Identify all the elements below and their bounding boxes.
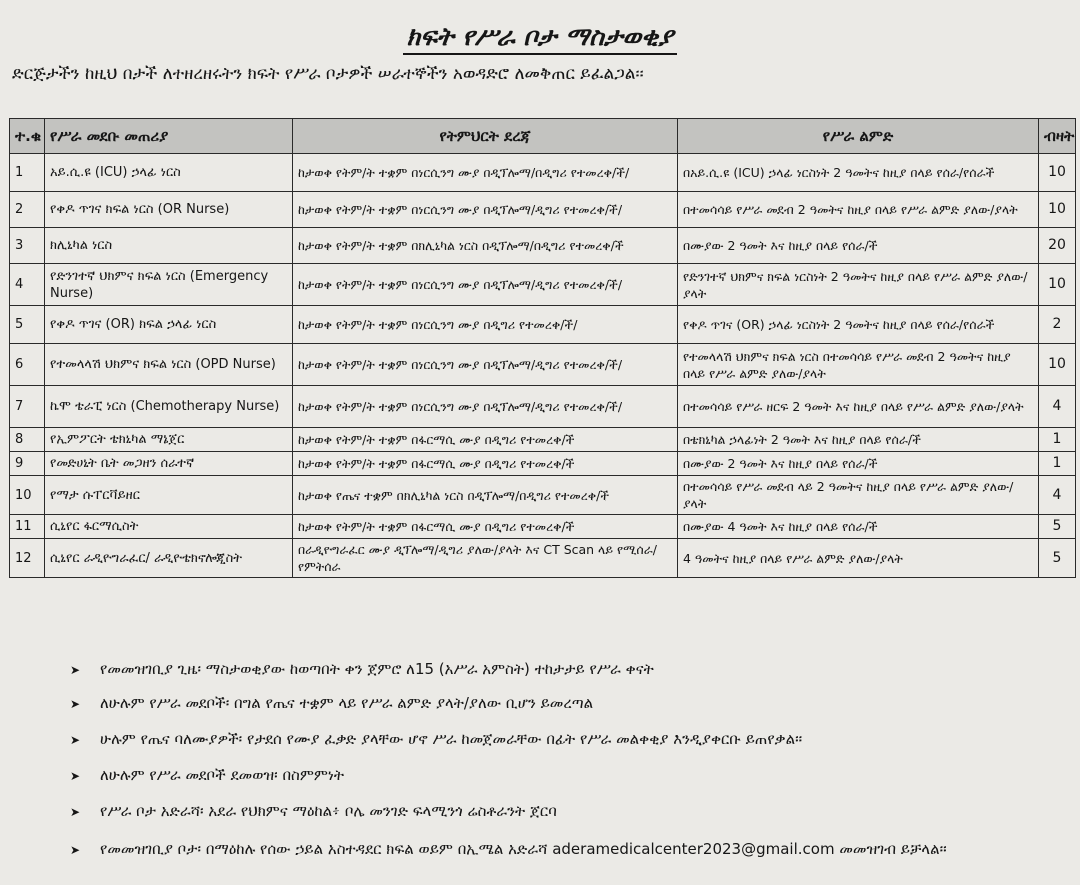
education-requirement: ከታወቀ የትም/ት ተቋም በነርሲንግ ሙያ በዲፕሎማ/ዲግሪ የተመረቀ/ች/ — [293, 264, 678, 306]
position-title: ኬሞ ቴራፒ ነርስ (Chemotherapy Nurse) — [45, 386, 293, 428]
announcement-title: ክፍት የሥራ ቦታ ማስታወቂያ — [0, 22, 1080, 52]
experience-requirement: የተመላላሽ ህክምና ክፍል ነርስ በተመሳሳይ የሥራ መደብ 2 ዓመትና ከዚያ በላይ የሥራ ልምድ ያለው/ያላት — [678, 344, 1039, 386]
table-row — [10, 264, 1076, 306]
header-quantity: ብዛት — [1039, 119, 1076, 154]
note-item — [70, 802, 557, 824]
row-number: 1 — [10, 154, 45, 192]
education-requirement: ከታወቀ የጤና ተቋም በክሊኒካል ነርስ በዲፕሎማ/በዲግሪ የተመረቀ/ች — [293, 476, 678, 515]
experience-requirement: በተመሳሳይ የሥራ መደብ ላይ 2 ዓመትና ከዚያ በላይ የሥራ ልምድ ያለው/ያላት — [678, 476, 1039, 515]
position-title: የተመላላሽ ህክምና ክፍል ነርስ (OPD Nurse) — [45, 344, 293, 386]
row-number: 6 — [10, 344, 45, 386]
position-quantity: 10 — [1039, 264, 1076, 306]
table-row — [10, 154, 1076, 192]
table-header-row — [10, 119, 1076, 154]
row-number: 3 — [10, 228, 45, 264]
position-title: ክሊኒካል ነርስ — [45, 228, 293, 264]
position-quantity: 10 — [1039, 192, 1076, 228]
table-row — [10, 192, 1076, 228]
arrow-bullet-icon: ➤ — [70, 733, 81, 747]
experience-requirement: በተመሳሳይ የሥራ መደብ 2 ዓመትና ከዚያ በላይ የሥራ ልምድ ያለው/ያላት — [678, 192, 1039, 228]
note-text: የመመዝገቢያ ቦታ፡ በማዕከሉ የሰው ኃይል አስተዳደር ክፍል ወይም በኢሜል አድራሻ aderamedicalcenter2023@gmail.com መመዝገብ ይቻላል፡፡ — [100, 840, 947, 858]
position-quantity: 10 — [1039, 154, 1076, 192]
position-title: የድንገተኛ ህክምና ክፍል ነርስ (Emergency Nurse) — [45, 264, 293, 306]
header-education: የትምህርት ደረጃ — [293, 119, 678, 154]
note-text: ለሁሉም የሥራ መደቦች ደመወዝ፡ በስምምነት — [100, 766, 344, 784]
table-row — [10, 228, 1076, 264]
experience-requirement: በተመሳሳይ የሥራ ዘርፍ 2 ዓመት እና ከዚያ በላይ የሥራ ልምድ ያለው/ያላት — [678, 386, 1039, 428]
position-quantity: 5 — [1039, 539, 1076, 578]
arrow-bullet-icon: ➤ — [70, 843, 81, 857]
note-item — [70, 730, 802, 752]
table-row — [10, 344, 1076, 386]
row-number: 2 — [10, 192, 45, 228]
position-quantity: 20 — [1039, 228, 1076, 264]
education-requirement: ከታወቀ የትም/ት ተቋም በፋርማሲ ሙያ በዲግሪ የተመረቀ/ች — [293, 515, 678, 539]
note-text: የመመዝገቢያ ጊዜ፡ ማስታወቂያው ከወጣበት ቀን ጀምሮ ለ15 (አሥራ አምስት) ተከታታይ የሥራ ቀናት — [100, 660, 654, 678]
experience-requirement: በሙያው 2 ዓመት እና ከዚያ በላይ የሰራ/ች — [678, 228, 1039, 264]
education-requirement: ከታወቀ የትም/ት ተቋም በነርሲንግ ሙያ በዲፕሎማ/በዲግሪ የተመረቀ/ች/ — [293, 154, 678, 192]
position-title: አይ.ሲ.ዩ (ICU) ኃላፊ ነርስ — [45, 154, 293, 192]
header-position: የሥራ መደቡ መጠሪያ — [45, 119, 293, 154]
arrow-bullet-icon: ➤ — [70, 663, 81, 677]
position-title: የመድሀኒት ቤት መጋዘን ሰራተኛ — [45, 452, 293, 476]
position-title: የኢምፖርት ቴክኒካል ማኔጀር — [45, 428, 293, 452]
note-item — [70, 694, 593, 716]
header-experience: የሥራ ልምድ — [678, 119, 1039, 154]
note-text: ለሁሉም የሥራ መደቦች፡ በግል የጤና ተቋም ላይ የሥራ ልምድ ያላት/ያለው ቢሆን ይመረጣል — [100, 694, 594, 712]
arrow-bullet-icon: ➤ — [70, 805, 81, 819]
education-requirement: ከታወቀ የትም/ት ተቋም በነርሲንግ ሙያ በዲፕሎማ/ዲግሪ የተመረቀ/ች/ — [293, 192, 678, 228]
position-quantity: 10 — [1039, 344, 1076, 386]
position-quantity: 1 — [1039, 452, 1076, 476]
position-quantity: 2 — [1039, 306, 1076, 344]
table-row — [10, 476, 1076, 515]
education-requirement: በራዲዮግራፈር ሙያ ዲፕሎማ/ዲግሪ ያለው/ያላት እና CT Scan ላይ የሚሰራ/የምትሰራ — [293, 539, 678, 578]
experience-requirement: የድንገተኛ ህክምና ክፍል ነርስነት 2 ዓመትና ከዚያ በላይ የሥራ ልምድ ያለው/ያላት — [678, 264, 1039, 306]
position-title: የቀዶ ጥገና ክፍል ነርስ (OR Nurse) — [45, 192, 293, 228]
row-number: 8 — [10, 428, 45, 452]
arrow-bullet-icon: ➤ — [70, 769, 81, 783]
note-text: ሁሉም የጤና ባለሙያዎች፡ የታደሰ የሙያ ፈቃድ ያላቸው ሆኖ ሥራ ከመጀመራቸው በፊት የሥራ መልቀቂያ እንዲያቀርቡ ይጠየቃል፡፡ — [100, 730, 803, 748]
row-number: 9 — [10, 452, 45, 476]
row-number: 4 — [10, 264, 45, 306]
row-number: 5 — [10, 306, 45, 344]
row-number: 7 — [10, 386, 45, 428]
table-row — [10, 452, 1076, 476]
table-row — [10, 306, 1076, 344]
position-quantity: 4 — [1039, 476, 1076, 515]
announcement-intro: ድርጅታችን ከዚህ በታች ለተዘረዘሩትን ክፍት የሥራ ቦታዎች ሠራተኞችን አወዳድሮ ለመቅጠር ይፈልጋል፡፡ — [12, 64, 644, 84]
row-number: 11 — [10, 515, 45, 539]
row-number: 12 — [10, 539, 45, 578]
position-title: ሲኒየር ራዲዮግራፈር/ ራዲዮቴክኖሎጂስት — [45, 539, 293, 578]
position-title: የማታ ሱፐርቫይዘር — [45, 476, 293, 515]
row-number: 10 — [10, 476, 45, 515]
experience-requirement: በቴክኒካል ኃላፊነት 2 ዓመት እና ከዚያ በላይ የሰራ/ች — [678, 428, 1039, 452]
education-requirement: ከታወቀ የትም/ት ተቋም በነርሲንግ ሙያ በዲፕሎማ/ዲግሪ የተመረቀ/ች/ — [293, 344, 678, 386]
experience-requirement: የቀዶ ጥገና (OR) ኃላፊ ነርስነት 2 ዓመትና ከዚያ በላይ የሰራ/የሰራች — [678, 306, 1039, 344]
note-item — [70, 660, 654, 682]
note-item — [70, 766, 344, 788]
table-row — [10, 386, 1076, 428]
note-text: የሥራ ቦታ አድራሻ፡ አደራ የህክምና ማዕከል፥ ቦሌ መንገድ ፍላሚንጎ ሬስቶራንት ጀርባ — [100, 802, 557, 820]
header-number: ተ.ቁ — [10, 119, 45, 154]
arrow-bullet-icon: ➤ — [70, 697, 81, 711]
vacancy-table — [9, 118, 1076, 578]
position-quantity: 4 — [1039, 386, 1076, 428]
position-title: ሲኒየር ፋርማሲስት — [45, 515, 293, 539]
experience-requirement: በአይ.ሲ.ዩ (ICU) ኃላፊ ነርስነት 2 ዓመትና ከዚያ በላይ የሰራ/የሰራች — [678, 154, 1039, 192]
experience-requirement: በሙያው 2 ዓመት እና ከዚያ በላይ የሰራ/ች — [678, 452, 1039, 476]
table-row — [10, 515, 1076, 539]
position-quantity: 1 — [1039, 428, 1076, 452]
education-requirement: ከታወቀ የትም/ት ተቋም በፋርማሲ ሙያ በዲግሪ የተመረቀ/ች — [293, 428, 678, 452]
table-row — [10, 539, 1076, 578]
experience-requirement: በሙያው 4 ዓመት እና ከዚያ በላይ የሰራ/ች — [678, 515, 1039, 539]
education-requirement: ከታወቀ የትም/ት ተቋም በነርሲንግ ሙያ በዲፕሎማ/ዲግሪ የተመረቀ/ች/ — [293, 386, 678, 428]
note-item — [70, 840, 947, 862]
position-title: የቀዶ ጥገና (OR) ክፍል ኃላፊ ነርስ — [45, 306, 293, 344]
education-requirement: ከታወቀ የትም/ት ተቋም በነርሲንግ ሙያ በዲግሪ የተመረቀ/ች/ — [293, 306, 678, 344]
education-requirement: ከታወቀ የትም/ት ተቋም በክሊኒካል ነርስ በዲፕሎማ/በዲግሪ የተመረቀ/ች — [293, 228, 678, 264]
experience-requirement: 4 ዓመትና ከዚያ በላይ የሥራ ልምድ ያለው/ያላት — [678, 539, 1039, 578]
position-quantity: 5 — [1039, 515, 1076, 539]
table-row — [10, 428, 1076, 452]
education-requirement: ከታወቀ የትም/ት ተቋም በፋርማሲ ሙያ በዲግሪ የተመረቀ/ች — [293, 452, 678, 476]
